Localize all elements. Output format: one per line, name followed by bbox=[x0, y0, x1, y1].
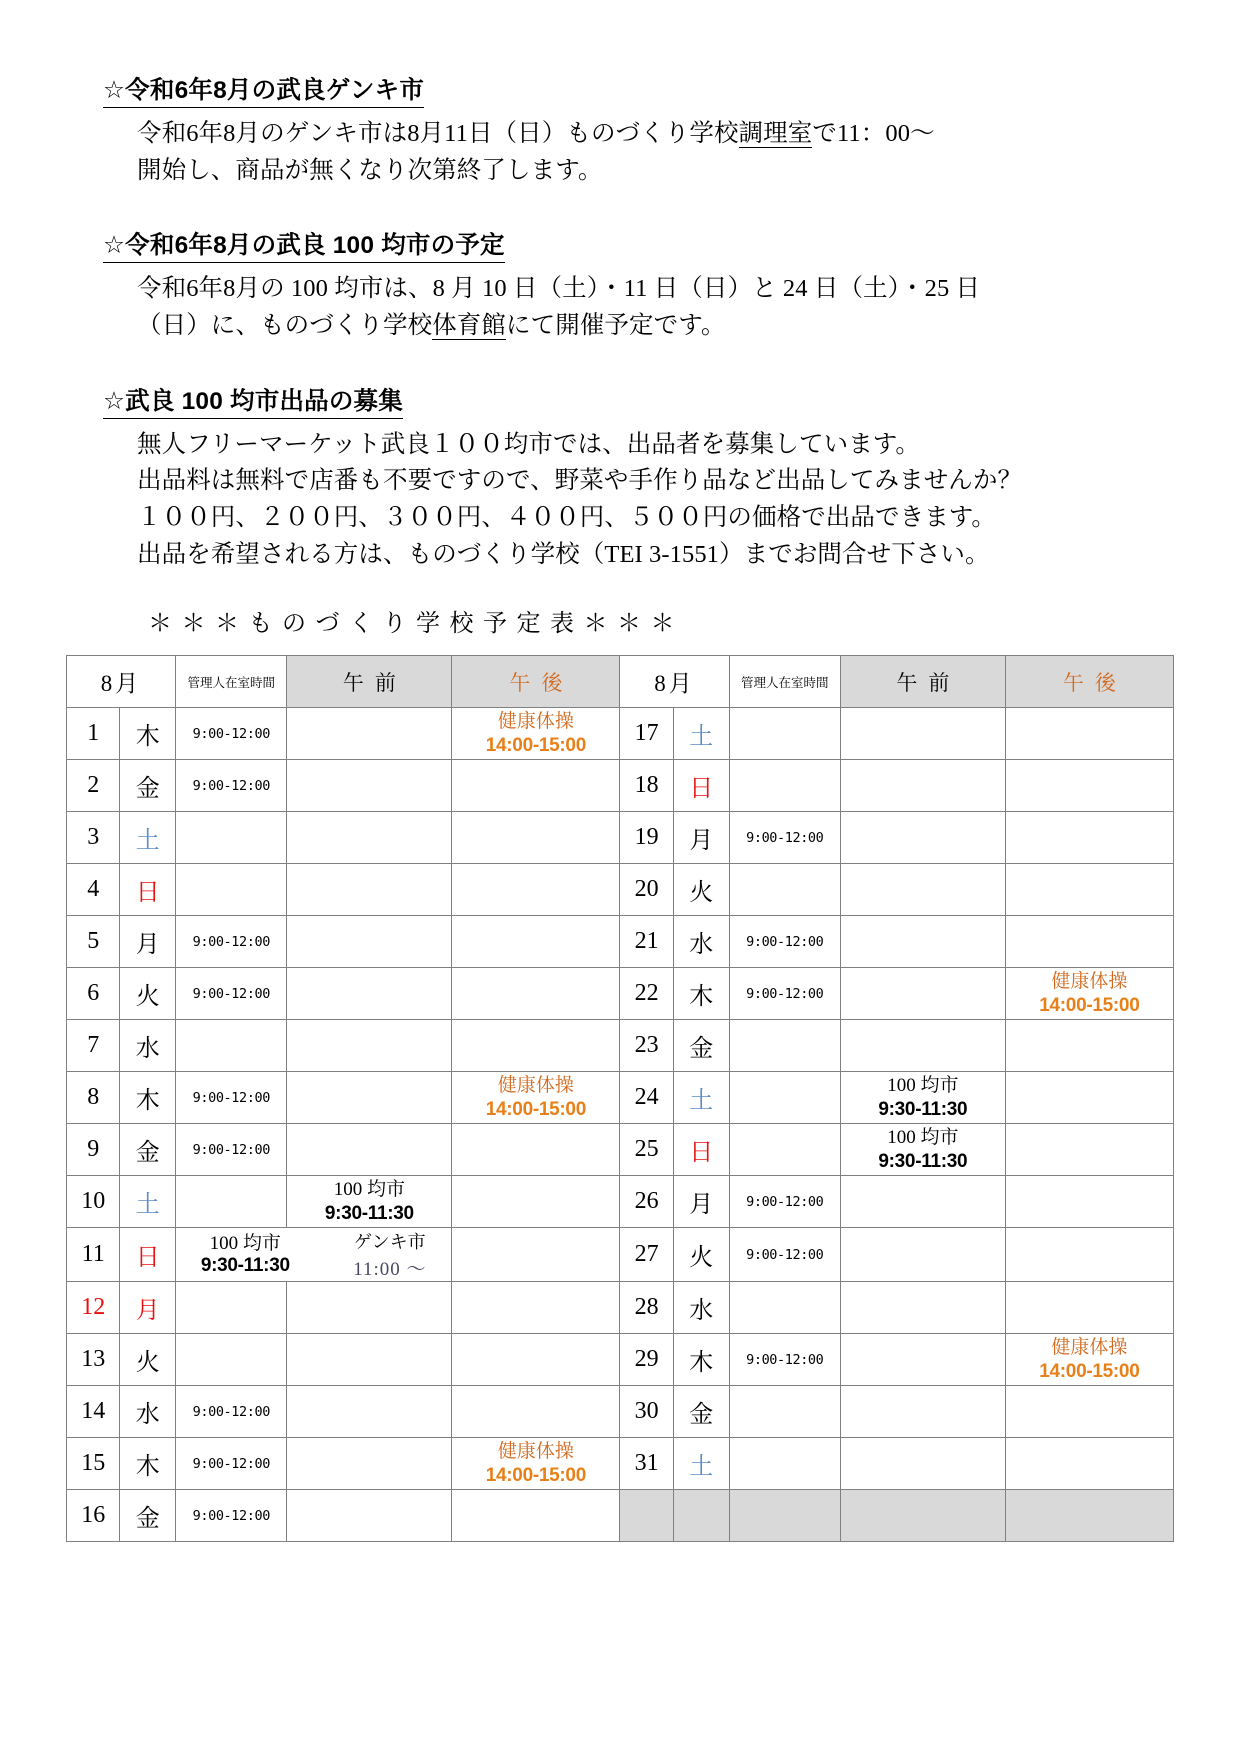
morning-cell-left bbox=[287, 1176, 452, 1228]
morning-cell-right bbox=[840, 1334, 1005, 1386]
table-row bbox=[67, 1386, 1174, 1438]
caretaker-hours-right: 9:00-12:00 bbox=[729, 1228, 840, 1282]
morning-cell-right bbox=[840, 1020, 1005, 1072]
section-body bbox=[103, 116, 1163, 190]
event-name: 100 均市 bbox=[887, 1127, 959, 1149]
section-genki-market bbox=[103, 76, 1163, 189]
weekday-left: 水 bbox=[120, 1020, 176, 1072]
afternoon-cell-left bbox=[452, 1282, 620, 1334]
caretaker-hours-right bbox=[729, 1020, 840, 1072]
weekday-left: 土 bbox=[120, 812, 176, 864]
table-row bbox=[67, 968, 1174, 1020]
day-number-left: 14 bbox=[67, 1386, 120, 1438]
morning-cell-left bbox=[287, 968, 452, 1020]
morning-cell-left bbox=[287, 1124, 452, 1176]
weekday-right: 金 bbox=[673, 1386, 729, 1438]
weekday-left: 水 bbox=[120, 1386, 176, 1438]
morning-cell-right bbox=[840, 968, 1005, 1020]
event-block bbox=[841, 1074, 1005, 1120]
morning-cell-right bbox=[840, 1124, 1005, 1176]
caretaker-hours-left bbox=[176, 1334, 287, 1386]
afternoon-cell-right bbox=[1005, 1176, 1173, 1228]
event-name: 健康体操 bbox=[497, 711, 574, 733]
event-name: 100 均市 bbox=[209, 1233, 281, 1254]
table-row bbox=[67, 760, 1174, 812]
table-row bbox=[67, 708, 1174, 760]
day-number-right: 21 bbox=[620, 916, 673, 968]
header-month-right: 8月 bbox=[620, 656, 729, 708]
section-line: 令和6年8月の 100 均市は、8 月 10 日（土）・11 日（日）と 24 日（土）・25 日 bbox=[137, 275, 981, 303]
afternoon-cell-right bbox=[1005, 1124, 1173, 1176]
day-number-left: 2 bbox=[67, 760, 120, 812]
afternoon-cell-right bbox=[1005, 760, 1173, 812]
morning-cell-left bbox=[287, 864, 452, 916]
section-heading: ☆令和6年8月の武良 100 均市の予定 bbox=[103, 231, 505, 263]
weekday-right: 水 bbox=[673, 1282, 729, 1334]
caretaker-hours-left bbox=[176, 864, 287, 916]
event-block bbox=[452, 1440, 619, 1486]
weekday-right bbox=[673, 1490, 729, 1542]
weekday-right: 月 bbox=[673, 1176, 729, 1228]
section-body bbox=[103, 427, 1163, 574]
table-row bbox=[67, 1228, 1174, 1282]
morning-cell-left bbox=[287, 760, 452, 812]
event-name: 健康体操 bbox=[497, 1441, 574, 1463]
day-number-right: 18 bbox=[620, 760, 673, 812]
schedule-table bbox=[66, 655, 1174, 1542]
afternoon-cell-left bbox=[452, 1334, 620, 1386]
afternoon-cell-left bbox=[452, 1386, 620, 1438]
afternoon-cell-left bbox=[452, 812, 620, 864]
weekday-right: 火 bbox=[673, 1228, 729, 1282]
day-number-left: 16 bbox=[67, 1490, 120, 1542]
weekday-left: 火 bbox=[120, 1334, 176, 1386]
morning-cell-left bbox=[287, 1334, 452, 1386]
caretaker-hours-left: 9:00-12:00 bbox=[176, 1386, 287, 1438]
event-name: 100 均市 bbox=[887, 1075, 959, 1097]
caretaker-hours-left: 9:00-12:00 bbox=[176, 1124, 287, 1176]
weekday-right: 日 bbox=[673, 1124, 729, 1176]
section-line: 開始し、商品が無くなり次第終了します。 bbox=[137, 156, 603, 184]
schedule-table-container bbox=[66, 655, 1174, 1542]
event-time: 14:00-15:00 bbox=[1039, 994, 1140, 1016]
morning-cell-right bbox=[840, 1438, 1005, 1490]
table-row bbox=[67, 1334, 1174, 1386]
caretaker-hours-left bbox=[176, 1282, 287, 1334]
caretaker-hours-left bbox=[176, 1176, 287, 1228]
weekday-left: 木 bbox=[120, 1072, 176, 1124]
caretaker-hours-left: 9:00-12:00 bbox=[176, 1438, 287, 1490]
caretaker-hours-right bbox=[729, 864, 840, 916]
weekday-left: 日 bbox=[120, 1228, 176, 1282]
weekday-left: 木 bbox=[120, 708, 176, 760]
day-number-left: 12 bbox=[67, 1282, 120, 1334]
weekday-right: 木 bbox=[673, 1334, 729, 1386]
day-number-right: 30 bbox=[620, 1386, 673, 1438]
event-block bbox=[353, 1228, 426, 1281]
afternoon-cell-right bbox=[1005, 812, 1173, 864]
header-row bbox=[67, 656, 1174, 708]
caretaker-hours-left: 9:00-12:00 bbox=[176, 760, 287, 812]
day-number-right: 28 bbox=[620, 1282, 673, 1334]
caretaker-hours-right bbox=[729, 1438, 840, 1490]
caretaker-hours-right bbox=[729, 1072, 840, 1124]
event-time: 14:00-15:00 bbox=[485, 1464, 586, 1486]
caretaker-hours-right: 9:00-12:00 bbox=[729, 812, 840, 864]
caretaker-hours-right: 9:00-12:00 bbox=[729, 1334, 840, 1386]
weekday-left: 日 bbox=[120, 864, 176, 916]
event-block bbox=[201, 1228, 290, 1277]
afternoon-cell-left bbox=[452, 708, 620, 760]
schedule-table-body bbox=[67, 708, 1174, 1542]
table-row bbox=[67, 864, 1174, 916]
section-line: １００円、２００円、３００円、４００円、５００円の価格で出品できます。 bbox=[137, 504, 997, 532]
weekday-right: 水 bbox=[673, 916, 729, 968]
table-row bbox=[67, 1124, 1174, 1176]
table-row bbox=[67, 1072, 1174, 1124]
morning-cell-left bbox=[287, 1020, 452, 1072]
afternoon-cell-right bbox=[1005, 864, 1173, 916]
afternoon-cell-left bbox=[452, 1228, 620, 1282]
caretaker-hours-left bbox=[176, 1020, 287, 1072]
caretaker-hours-right bbox=[729, 1282, 840, 1334]
morning-cell-right bbox=[840, 916, 1005, 968]
morning-cell-left bbox=[287, 1282, 452, 1334]
morning-cell-right bbox=[840, 708, 1005, 760]
morning-cell-right bbox=[840, 1386, 1005, 1438]
day-number-right: 26 bbox=[620, 1176, 673, 1228]
header-afternoon-left: 午後 bbox=[452, 656, 620, 708]
day-number-left: 5 bbox=[67, 916, 120, 968]
afternoon-cell-left bbox=[452, 1176, 620, 1228]
morning-cell-right bbox=[840, 1490, 1005, 1542]
weekday-left: 金 bbox=[120, 760, 176, 812]
morning-cell-left bbox=[287, 708, 452, 760]
header-caretaker-right: 管理人在室時間 bbox=[729, 656, 840, 708]
day-number-left: 15 bbox=[67, 1438, 120, 1490]
day-number-right: 24 bbox=[620, 1072, 673, 1124]
afternoon-cell-right bbox=[1005, 1386, 1173, 1438]
event-block bbox=[1006, 1336, 1173, 1382]
caretaker-hours-right bbox=[729, 1124, 840, 1176]
afternoon-cell-left bbox=[452, 1438, 620, 1490]
afternoon-cell-right bbox=[1005, 968, 1173, 1020]
event-block bbox=[1006, 970, 1173, 1016]
day-number-right: 20 bbox=[620, 864, 673, 916]
section-body bbox=[103, 271, 1163, 345]
day-number-right: 25 bbox=[620, 1124, 673, 1176]
afternoon-cell-right bbox=[1005, 1282, 1173, 1334]
header-caretaker-left: 管理人在室時間 bbox=[176, 656, 287, 708]
section-line: 無人フリーマーケット武良１００均市では、出品者を募集しています。 bbox=[137, 430, 921, 458]
underlined-text: 調理室 bbox=[738, 119, 813, 147]
afternoon-cell-right bbox=[1005, 916, 1173, 968]
weekday-right: 木 bbox=[673, 968, 729, 1020]
day-number-left: 8 bbox=[67, 1072, 120, 1124]
weekday-left: 月 bbox=[120, 1282, 176, 1334]
afternoon-cell-right bbox=[1005, 1438, 1173, 1490]
day-number-left: 7 bbox=[67, 1020, 120, 1072]
weekday-right: 金 bbox=[673, 1020, 729, 1072]
weekday-right: 月 bbox=[673, 812, 729, 864]
afternoon-cell-right bbox=[1005, 1334, 1173, 1386]
afternoon-cell-left bbox=[452, 1020, 620, 1072]
afternoon-cell-left bbox=[452, 1072, 620, 1124]
table-row bbox=[67, 1282, 1174, 1334]
afternoon-cell-left bbox=[452, 1490, 620, 1542]
section-heading: ☆令和6年8月の武良ゲンキ市 bbox=[103, 76, 424, 108]
section-line: 出品を希望される方は、ものづくり学校（TEI 3-1551）までお問合せ下さい。 bbox=[137, 540, 990, 568]
afternoon-cell-right bbox=[1005, 1490, 1173, 1542]
afternoon-cell-left bbox=[452, 968, 620, 1020]
day-number-left: 13 bbox=[67, 1334, 120, 1386]
afternoon-cell-right bbox=[1005, 1228, 1173, 1282]
caretaker-hours-left: 9:00-12:00 bbox=[176, 1072, 287, 1124]
day-number-right: 29 bbox=[620, 1334, 673, 1386]
section-line: 令和6年8月のゲンキ市は8月11日（日）ものづくり学校調理室で11：00～ bbox=[137, 119, 935, 147]
weekday-left: 土 bbox=[120, 1176, 176, 1228]
section-line: （日）に、ものづくり学校体育館にて開催予定です。 bbox=[137, 312, 726, 339]
event-time: 14:00-15:00 bbox=[1039, 1360, 1140, 1382]
weekday-left: 火 bbox=[120, 968, 176, 1020]
day-number-left: 3 bbox=[67, 812, 120, 864]
table-row bbox=[67, 1176, 1174, 1228]
caretaker-hours-right bbox=[729, 708, 840, 760]
caretaker-hours-right bbox=[729, 760, 840, 812]
header-month-left: 8月 bbox=[67, 656, 176, 708]
morning-cell-right bbox=[840, 1228, 1005, 1282]
day-number-right: 31 bbox=[620, 1438, 673, 1490]
prose-container bbox=[103, 76, 1163, 574]
underlined-text: 体育館 bbox=[432, 312, 507, 339]
event-time: 9:30-11:30 bbox=[878, 1098, 968, 1120]
caretaker-hours-right: 9:00-12:00 bbox=[729, 1176, 840, 1228]
weekday-right: 火 bbox=[673, 864, 729, 916]
weekday-left: 月 bbox=[120, 916, 176, 968]
header-morning-left: 午前 bbox=[287, 656, 452, 708]
morning-cell-right bbox=[840, 760, 1005, 812]
day-number-left: 1 bbox=[67, 708, 120, 760]
morning-cell-right bbox=[840, 864, 1005, 916]
event-name: 健康体操 bbox=[1051, 1337, 1128, 1359]
afternoon-cell-right bbox=[1005, 1072, 1173, 1124]
afternoon-cell-right bbox=[1005, 1020, 1173, 1072]
morning-cell-left bbox=[287, 1490, 452, 1542]
morning-cell-right bbox=[840, 1282, 1005, 1334]
event-time: 9:30-11:30 bbox=[878, 1150, 968, 1172]
day-number-left: 4 bbox=[67, 864, 120, 916]
weekday-left: 金 bbox=[120, 1124, 176, 1176]
event-time: 14:00-15:00 bbox=[485, 734, 586, 756]
caretaker-hours-left: 9:00-12:00 bbox=[176, 968, 287, 1020]
morning-cell-left bbox=[287, 1072, 452, 1124]
event-name: 健康体操 bbox=[497, 1075, 574, 1097]
weekday-right: 日 bbox=[673, 760, 729, 812]
caretaker-hours-right bbox=[729, 1490, 840, 1542]
morning-cell-left bbox=[287, 1438, 452, 1490]
morning-cell-left bbox=[287, 1386, 452, 1438]
weekday-right: 土 bbox=[673, 708, 729, 760]
day-number-left: 9 bbox=[67, 1124, 120, 1176]
day-number-left: 10 bbox=[67, 1176, 120, 1228]
event-block bbox=[452, 710, 619, 756]
caretaker-hours-right: 9:00-12:00 bbox=[729, 968, 840, 1020]
caretaker-hours-left: 9:00-12:00 bbox=[176, 916, 287, 968]
table-row bbox=[67, 1438, 1174, 1490]
section-100yen-market-schedule bbox=[103, 231, 1163, 344]
table-row bbox=[67, 916, 1174, 968]
event-block bbox=[841, 1126, 1005, 1172]
day-number-right: 19 bbox=[620, 812, 673, 864]
day-number-right: 17 bbox=[620, 708, 673, 760]
morning-cell-right bbox=[840, 812, 1005, 864]
section-heading: ☆武良 100 均市出品の募集 bbox=[103, 387, 403, 419]
weekday-left: 金 bbox=[120, 1490, 176, 1542]
event-block bbox=[287, 1178, 451, 1224]
header-afternoon-right: 午後 bbox=[1005, 656, 1173, 708]
event-name: 健康体操 bbox=[1051, 971, 1128, 993]
section-vendor-recruitment bbox=[103, 387, 1163, 574]
event-name: ゲンキ市 bbox=[354, 1232, 426, 1253]
table-row bbox=[67, 1020, 1174, 1072]
day-number-right: 27 bbox=[620, 1228, 673, 1282]
caretaker-hours-left: 9:00-12:00 bbox=[176, 1490, 287, 1542]
caretaker-hours-right: 9:00-12:00 bbox=[729, 916, 840, 968]
caretaker-hours-left bbox=[176, 812, 287, 864]
weekday-right: 土 bbox=[673, 1072, 729, 1124]
afternoon-cell-left bbox=[452, 916, 620, 968]
afternoon-cell-right bbox=[1005, 708, 1173, 760]
weekday-left: 木 bbox=[120, 1438, 176, 1490]
caretaker-hours-left: 9:00-12:00 bbox=[176, 708, 287, 760]
event-block bbox=[452, 1074, 619, 1120]
caretaker-hours-right bbox=[729, 1386, 840, 1438]
morning-cell-right bbox=[840, 1176, 1005, 1228]
afternoon-cell-left bbox=[452, 864, 620, 916]
day-number-right bbox=[620, 1490, 673, 1542]
morning-cell-right bbox=[840, 1072, 1005, 1124]
day-number-right: 22 bbox=[620, 968, 673, 1020]
section-line: 出品料は無料で店番も不要ですので、野菜や手作り品など出品してみませんか？ bbox=[137, 467, 1023, 495]
event-time: 9:30-11:30 bbox=[200, 1255, 290, 1276]
afternoon-cell-left bbox=[452, 1124, 620, 1176]
morning-cell-left bbox=[287, 812, 452, 864]
day-number-left: 6 bbox=[67, 968, 120, 1020]
afternoon-cell-left bbox=[452, 760, 620, 812]
header-morning-right: 午前 bbox=[840, 656, 1005, 708]
schedule-table-title: ＊＊＊ものづくり学校予定表＊＊＊ bbox=[148, 611, 684, 637]
event-time: 11:00 ～ bbox=[353, 1259, 427, 1280]
table-row bbox=[67, 1490, 1174, 1542]
day-number-right: 23 bbox=[620, 1020, 673, 1072]
schedule-table-head bbox=[67, 656, 1174, 708]
event-time: 14:00-15:00 bbox=[485, 1098, 586, 1120]
morning-cell-left bbox=[287, 916, 452, 968]
day-number-left: 11 bbox=[67, 1228, 120, 1282]
combined-event-cell-left bbox=[176, 1228, 452, 1282]
table-row bbox=[67, 812, 1174, 864]
event-time: 9:30-11:30 bbox=[324, 1202, 414, 1224]
event-name: 100 均市 bbox=[333, 1179, 405, 1201]
weekday-right: 土 bbox=[673, 1438, 729, 1490]
